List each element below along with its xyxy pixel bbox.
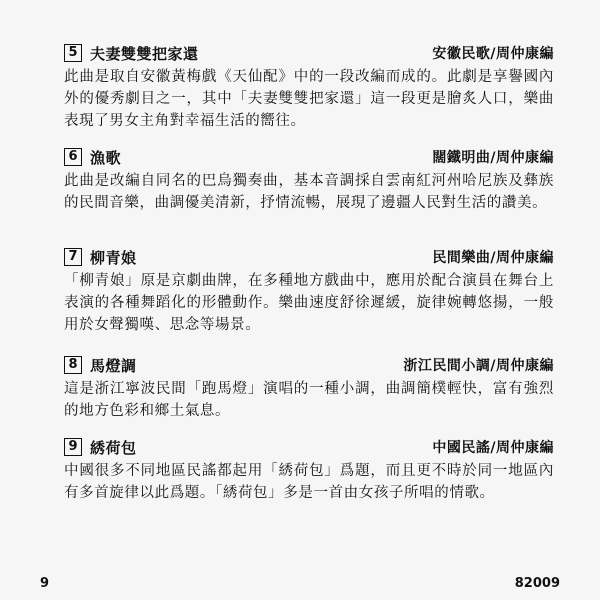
track-description: 此曲是改編自同名的巴烏獨奏曲，基本音調採自雲南紅河州哈尼族及彝族的民間音樂，曲調優美清新，抒情流暢，展現了邊疆人民對生活的讚美。 xyxy=(64,173,554,211)
track-description: 這是浙江寧波民間「跑馬燈」演唱的一種小調，曲調簡樸輕快，富有強烈的地方色彩和鄉土氣息。 xyxy=(64,381,554,419)
track-credit: 中國民謠/周仲康編 xyxy=(432,440,554,456)
track-header xyxy=(64,42,554,64)
track-title: 綉荷包 xyxy=(90,438,137,457)
page-number: 9 xyxy=(40,576,50,591)
track-title: 馬燈調 xyxy=(90,356,137,375)
track-number: 9 xyxy=(64,438,82,456)
track-section-5 xyxy=(64,42,554,132)
track-number: 7 xyxy=(64,248,82,266)
track-description: 此曲是取自安徽黃梅戲《天仙配》中的一段改編而成的。此劇是享譽國內外的優秀劇目之一，其中「夫妻雙雙把家還」這一段更是膾炙人口，樂曲表現了男女主角對幸福生活的嚮往。 xyxy=(64,69,554,129)
track-heading xyxy=(64,247,137,268)
track-number: 8 xyxy=(64,356,82,374)
track-heading xyxy=(64,43,199,64)
track-description: 中國很多不同地區民謠都起用「綉荷包」爲題，而且更不時於同一地區內有多首旋律以此爲題。「綉荷包」多是一首由女孩子所唱的情歌。 xyxy=(64,463,554,501)
track-heading xyxy=(64,437,137,458)
track-title: 夫妻雙雙把家還 xyxy=(90,44,199,63)
track-header xyxy=(64,436,554,458)
track-description: 「柳青娘」原是京劇曲牌，在多種地方戲曲中，應用於配合演員在舞台上表演的各種舞蹈化的形體動作。樂曲速度舒徐遲緩，旋律婉轉悠揚，一般用於女聲獨嘆、思念等場景。 xyxy=(64,273,554,333)
track-section-7 xyxy=(64,246,554,336)
track-header xyxy=(64,146,554,168)
catalog-number: 82009 xyxy=(514,576,560,591)
track-heading xyxy=(64,147,121,168)
track-header xyxy=(64,246,554,268)
track-number: 5 xyxy=(64,44,82,62)
track-number: 6 xyxy=(64,148,82,166)
track-section-8 xyxy=(64,354,554,422)
track-credit: 民間樂曲/周仲康編 xyxy=(432,250,554,266)
track-header xyxy=(64,354,554,376)
track-heading xyxy=(64,355,137,376)
track-section-6 xyxy=(64,146,554,214)
track-credit: 闊鐵明曲/周仲康編 xyxy=(432,150,554,166)
track-section-9 xyxy=(64,436,554,504)
track-credit: 浙江民間小調/周仲康編 xyxy=(403,358,554,374)
track-title: 漁歌 xyxy=(90,148,122,167)
track-credit: 安徽民歌/周仲康編 xyxy=(432,46,554,62)
track-title: 柳青娘 xyxy=(90,248,137,267)
